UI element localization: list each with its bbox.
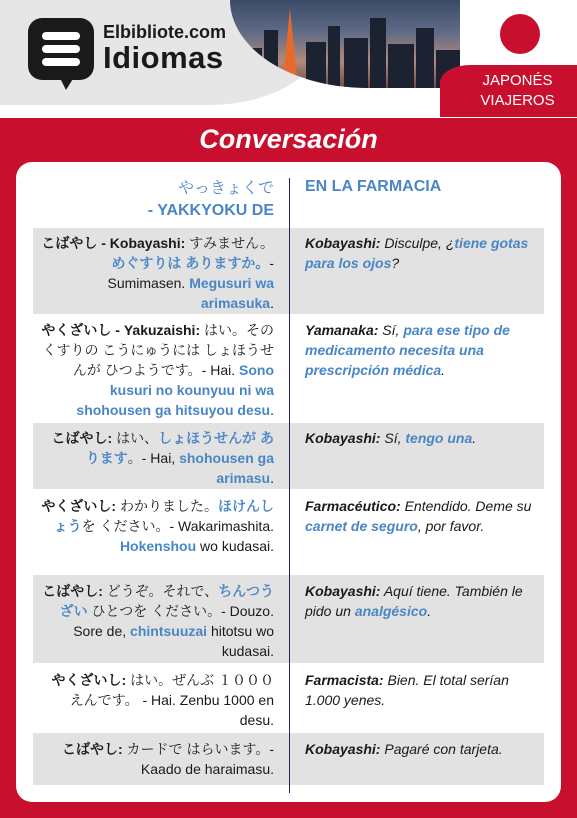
dialogue-text: . [270, 470, 274, 486]
jp-line-4 [38, 496, 274, 556]
speaker-label: こばやし: [42, 583, 103, 599]
dialogue-text: どうぞ。それで、 [102, 583, 219, 599]
speaker-label: やくざいし: [51, 672, 127, 688]
highlight-text: analgésico [354, 603, 428, 619]
japanese-title-line2: - YAKKYOKU DE [147, 202, 274, 219]
es-line-1 [305, 233, 535, 273]
dialogue-text: はい、 [112, 430, 159, 446]
dialogue-text: ? [391, 255, 400, 271]
jp-line-5 [38, 581, 274, 661]
dialogue-text: . [441, 362, 446, 378]
site-name: Elbibliote.com [103, 22, 227, 42]
dialogue-text: わかりました。 [116, 498, 218, 514]
speaker-label: Farmacéutico: [305, 498, 401, 514]
es-line-6 [305, 670, 535, 710]
jp-line-6 [38, 670, 274, 730]
language-tag: JAPONÉS [482, 72, 553, 89]
jp-line-1 [38, 233, 274, 313]
speaker-label: Yamanaka: [305, 322, 379, 338]
japanese-title-line1: やっきょくで [177, 180, 274, 197]
dialogue-text: - Sumimasen. [107, 255, 274, 291]
dialogue-text: . [427, 603, 432, 619]
flag-sun-icon [500, 14, 540, 54]
dialogue-text: はい。そのくすりの こうにゅうには しょほうせんが ひつようです。- Hai. [42, 322, 274, 378]
dialogue-text: Entendido. Deme su [400, 498, 532, 514]
page-title: Conversación [199, 124, 378, 154]
course-tag [440, 65, 577, 117]
dialogue-text: Sí, [378, 322, 404, 338]
dialogue-text: . [270, 402, 274, 418]
speaker-label: Kobayashi: [305, 235, 381, 251]
japanese-column-title [120, 178, 274, 222]
speaker-label: やくざいし: [41, 498, 117, 514]
spanish-column-title: EN LA FARMACIA [305, 178, 442, 195]
highlight-text: carnet de seguro [305, 518, 418, 534]
highlight-text: ほけんしょう [53, 498, 274, 534]
es-line-4 [305, 496, 535, 536]
dialogue-text: . [270, 295, 274, 311]
city-skyline-photo [230, 0, 460, 88]
highlight-text: Sono kusuri no kounyuu ni wa shohousen ga hitsuyou desu [76, 362, 274, 418]
highlight-text: tengo una [405, 430, 473, 446]
dialogue-text: , por favor. [417, 518, 485, 534]
dialogue-text: カードで はらいます。- Kaado de haraimasu. [122, 741, 274, 777]
es-line-3 [305, 428, 535, 448]
brand-name: Idiomas [103, 40, 224, 75]
highlight-text: Hokenshou [119, 538, 197, 554]
dialogue-text: wo kudasai. [196, 538, 274, 554]
dialogue-text: ひとつを ください。- Douzo. Sore de, [73, 603, 274, 639]
jp-line-2 [38, 320, 274, 420]
highlight-text: chintsuuzai [130, 623, 208, 639]
es-line-5 [305, 581, 535, 621]
column-divider [289, 178, 290, 793]
speaker-label: Kobayashi: [305, 741, 381, 757]
speaker-label: Farmacista: [305, 672, 384, 688]
dialogue-text: はい。ぜんぶ １０００ えんです。 - Hai. Zenbu 1000 en desu. [69, 672, 274, 728]
jp-line-7 [38, 739, 274, 779]
speaker-label: こばやし: [62, 741, 123, 757]
es-line-7 [305, 739, 535, 759]
jp-line-3 [38, 428, 274, 488]
highlight-text: しょほうせんが あります [85, 430, 274, 466]
dialogue-text: を ください。- Wakarimashita. [81, 518, 274, 534]
dialogue-text: 。- Hai, [127, 450, 180, 466]
dialogue-text: Disculpe, ¿ [380, 235, 455, 251]
highlight-text: ちんつうざい [59, 583, 274, 619]
dialogue-text: Pagaré con tarjeta. [380, 741, 503, 757]
highlight-text: tiene gotas para los ojos [305, 235, 529, 271]
highlight-text: めぐすりは ありますか。 [111, 255, 270, 271]
highlight-text: para ese tipo de medicamento necesita una prescripción médica [305, 322, 510, 378]
header [0, 0, 577, 125]
dialogue-text: Aquí tiene. También le pido un [305, 583, 523, 619]
speaker-label: Kobayashi: [305, 430, 381, 446]
logo-icon [28, 18, 94, 80]
highlight-text: Megusuri wa arimasuka [189, 275, 274, 311]
dialogue-text: すみません。 [185, 235, 274, 251]
dialogue-text: hitotsu wo kudasai. [207, 623, 274, 659]
speaker-label: こばやし - Kobayashi: [41, 235, 186, 251]
speaker-label: やくざいし - Yakuzaishi: [41, 322, 201, 338]
dialogue-text: . [472, 430, 477, 446]
dialogue-text: Bien. El total serían 1.000 yenes. [305, 672, 509, 708]
speaker-label: こばやし: [51, 430, 113, 446]
highlight-text: shohousen ga arimasu [179, 450, 274, 486]
dialogue-text: Sí, [380, 430, 406, 446]
level-tag: VIAJEROS [480, 92, 555, 109]
speaker-label: Kobayashi: [305, 583, 381, 599]
es-line-2 [305, 320, 535, 380]
